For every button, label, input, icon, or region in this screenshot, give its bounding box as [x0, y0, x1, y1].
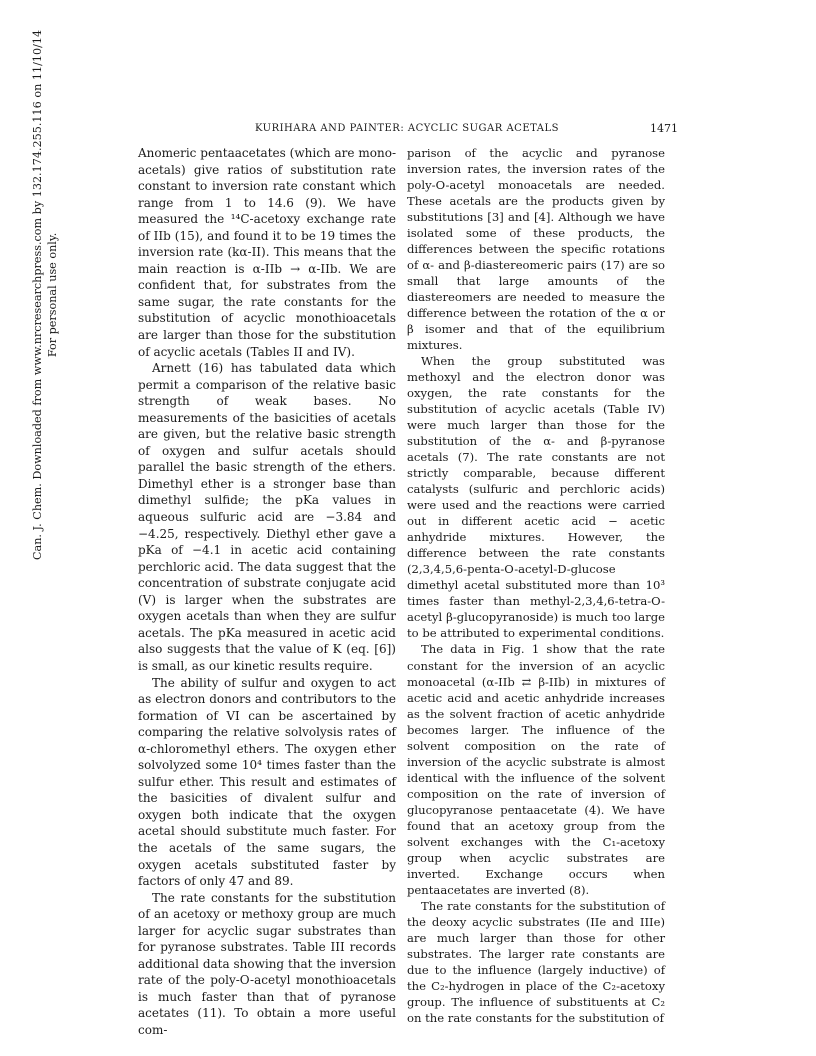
watermark-line-source: Can. J. Chem. Downloaded from www.nrcresearchpress.com by 132.174.255.116 on 11/10/14 [31, 29, 44, 560]
paragraph: parison of the acyclic and pyranose inversion rates, the inversion rates of the poly-O-acetyl monoacetals are needed. These acetals are the products given by substitutions [3] and [4]. Although we have isolated some of these products, the differences between the specific rotations of α- and β-diastereomeric pairs (17) are so small that large amounts of the diastereomers are needed to measure the difference between the rotation of the α or β isomer and that of the equilibrium mixtures. [407, 146, 665, 353]
page-header [136, 123, 678, 139]
paragraph: The data in Fig. 1 show that the rate constant for the inversion of an acyclic monoacetal (α-IIb ⇄ β-IIb) in mixtures of acetic acid and acetic anhydride increases as the solvent fraction of acetic anhydride becomes larger. The influence of the solvent composition on the rate of inversion of the acyclic substrate is almost identical with the influence of the solvent composition on the rate of inversion of glucopyranose pentaacetate (4). We have found that an acetoxy group from the solvent exchanges with the C₁-acetoxy group when acyclic substrates are inverted. Exchange occurs when pentaacetates are inverted (8). [407, 642, 665, 897]
download-watermark [31, 30, 60, 560]
paragraph: The rate constants for the substitution of an acetoxy or methoxy group are much larger for acyclic sugar substrates than for pyranose substrates. Table III records additional data showing that the inversion rate of the poly-O-acetyl monothioacetals is much faster than that of pyranose acetates (11). To obtain a more useful com- [138, 890, 396, 1037]
paragraph: The rate constants for the substitution of the deoxy acyclic substrates (IIe and IIIe) are much larger than those for other substrates. The larger rate constants are due to the influence (largely inductive) of the C₂-hydrogen in place of the C₂-acetoxy group. The influence of substituents at C₂ on the rate constants for the substitution of [407, 898, 665, 1025]
running-head: KURIHARA AND PAINTER: ACYCLIC SUGAR ACETALS [255, 123, 559, 134]
paragraph: The ability of sulfur and oxygen to act as electron donors and contributors to the formation of VI can be ascertained by comparing the relative solvolysis rates of α-chloromethyl ethers. The oxygen ether solvolyzed some 10⁴ times faster than the sulfur ether. This result and estimates of the basicities of divalent sulfur and oxygen both indicate that the oxygen acetal should substitute much faster. For the acetals of the same sugars, the oxygen acetals substituted faster by factors of only 47 and 89. [138, 675, 396, 889]
left-text-column [138, 145, 396, 1039]
paragraph: Anomeric pentaacetates (which are mono-acetals) give ratios of substitution rate constant to inversion rate constant which range from 1 to 14.6 (9). We have measured the ¹⁴C-acetoxy exchange rate of IIb (15), and found it to be 19 times the inversion rate (kα-II). This means that the main reaction is α-IIb → α-IIb. We are confident that, for substrates from the same sugar, the rate constants for the substitution of acyclic monothioacetals are larger than those for the substitution of acyclic acetals (Tables II and IV). [138, 146, 396, 359]
watermark-line-use: For personal use only. [45, 232, 59, 358]
right-text-column [407, 145, 665, 1026]
page-number: 1471 [650, 122, 678, 135]
paragraph: Arnett (16) has tabulated data which permit a comparison of the relative basic strength of weak bases. No measurements of the basicities of acetals are given, but the relative basic strength of oxygen and sulfur acetals should parallel the basic strength of the ethers. Dimethyl ether is a stronger base than dimethyl sulfide; the pKa values in aqueous sulfuric acid are −3.84 and −4.25, respectively. Diethyl ether gave a pKa of −4.1 in acetic acid containing perchloric acid. The data suggest that the concentration of substrate conjugate acid (V) is larger when the substrates are oxygen acetals than when they are sulfur acetals. The pKa measured in acetic acid also suggests that the value of K (eq. [6]) is small, as our kinetic results require. [138, 361, 396, 673]
paragraph: When the group substituted was methoxyl and the electron donor was oxygen, the rate constants for the substitution of acyclic acetals (Table IV) were much larger than those for the substitution of the α- and β-pyranose acetals (7). The rate constants are not strictly comparable, because different catalysts (sulfuric and perchloric acids) were used and the reactions were carried out in different acetic acid − acetic anhydride mixtures. However, the difference between the rate constants (2,3,4,5,6-penta-O-acetyl-D-glucose dimethyl acetal substituted more than 10³ times faster than methyl-2,3,4,6-tetra-O-acetyl β-glucopyranoside) is much too large to be attributed to experimental conditions. [407, 354, 665, 641]
